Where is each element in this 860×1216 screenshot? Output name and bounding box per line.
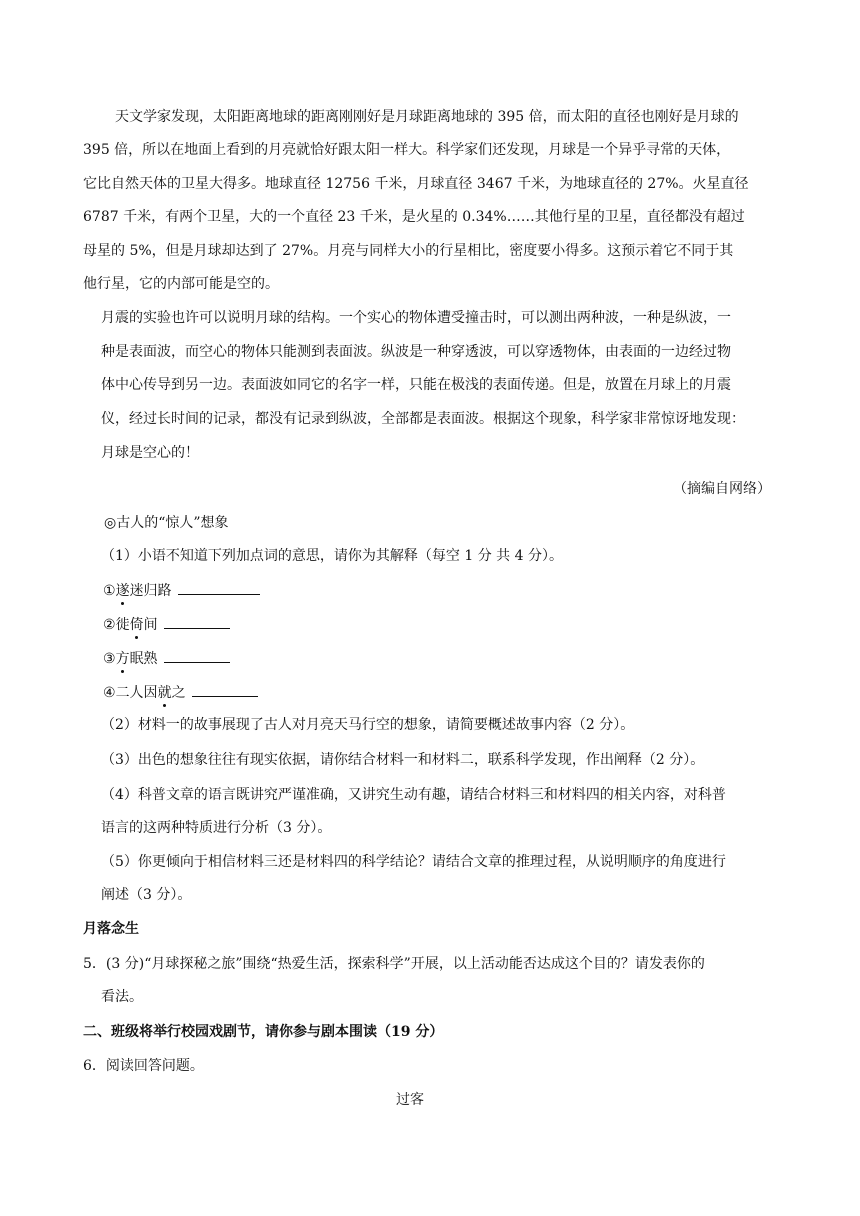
q1-item-2-rest: 间 xyxy=(143,617,158,633)
question-5-line-2: 看法。 xyxy=(101,989,143,1005)
q1-item-4-pre: 二人因 xyxy=(115,685,158,701)
q1-item-1-dotted-char: 遂 xyxy=(115,583,130,599)
q1-item-1-rest: 迷归路 xyxy=(129,583,172,599)
q1-item-3-dotted-char: 方 xyxy=(115,651,130,667)
passage-p1-line-5: 母星的 5%，但是月球却达到了 27%。月亮与同样大小的行星相比，密度要小得多。这预示着它不同于其 xyxy=(83,243,734,259)
passage-p2-line-2: 种是表面波，而空心的物体只能测到表面波。纵波是一种穿透波，可以穿透物体，由表面的一边经过物 xyxy=(101,344,731,360)
question-2: （2）材料一的故事展现了古人对月亮天马行空的想象，请简要概述故事内容（2 分）。 xyxy=(101,717,635,733)
passage-p2-line-4: 仪，经过长时间的记录，都没有记录到纵波，全部都是表面波。根据这个现象，科学家非常惊讶地发现： xyxy=(101,411,745,427)
passage-p1-line-4: 6787 千米，有两个卫星，大的一个直径 23 千米，是火星的 0.34%……其他行星的卫星，直径都没有超过 xyxy=(83,209,745,225)
q1-item-1-number: ① xyxy=(103,583,116,599)
q1-item-2-answer-blank[interactable] xyxy=(164,614,230,629)
question-1-prompt: （1）小语不知道下列加点词的意思，请你为其解释（每空 1 分 共 4 分）。 xyxy=(101,548,563,564)
passage-p2-line-5: 月球是空心的！ xyxy=(101,445,199,461)
question-4-line-1: （4）科普文章的语言既讲究严谨准确，又讲究生动有趣，请结合材料三和材料四的相关内容，对科普 xyxy=(101,787,726,803)
q1-item-2-pre: 徙 xyxy=(115,617,130,633)
question-3: （3）出色的想象往往有现实依据，请你结合材料一和材料二，联系科学发现，作出阐释（2 分）。 xyxy=(101,752,705,768)
q1-item-3-number: ③ xyxy=(103,651,116,667)
q1-item-3 xyxy=(103,648,230,666)
q1-item-4-number: ④ xyxy=(103,685,116,701)
passage-p2-line-1: 月震的实验也许可以说明月球的结构。一个实心的物体遭受撞击时，可以测出两种波，一种是纵波，一 xyxy=(101,310,731,326)
passage-p2-line-3: 体中心传导到另一边。表面波如同它的名字一样，只能在极浅的表面传递。但是，放置在月球上的月震 xyxy=(101,377,731,393)
q1-item-2-dotted-char: 倚 xyxy=(129,617,144,633)
part-2-heading: 二、班级将举行校园戏剧节，请你参与剧本围读（19 分） xyxy=(83,1024,444,1040)
question-sub5-line-1: （5）你更倾向于相信材料三还是材料四的科学结论？请结合文章的推理过程，从说明顺序的角度进行 xyxy=(101,854,726,870)
play-title: 过客 xyxy=(396,1092,424,1108)
passage-p1-line-6: 他行星，它的内部可能是空的。 xyxy=(83,276,279,292)
q1-item-1 xyxy=(103,580,260,598)
q1-item-2 xyxy=(103,614,230,632)
passage-p1-line-3: 它比自然天体的卫星大得多。地球直径 12756 千米，月球直径 3467 千米，为地球直径的 27%。火星直径 xyxy=(83,176,749,192)
question-6: 6．阅读回答问题。 xyxy=(83,1058,204,1074)
q1-item-2-number: ② xyxy=(103,617,116,633)
q1-item-3-answer-blank[interactable] xyxy=(164,648,230,663)
q1-item-4-rest: 之 xyxy=(171,685,186,701)
source-attribution: （摘编自网络） xyxy=(673,481,771,497)
section-title: ◎古人的“惊人”想象 xyxy=(104,515,229,531)
q1-item-4-answer-blank[interactable] xyxy=(192,682,258,697)
q1-item-4 xyxy=(103,682,258,700)
question-5-line-1: 5．(3 分)“月球探秘之旅”围绕“热爱生活，探索科学”开展，以上活动能否达成这个目的？请发表你的 xyxy=(83,956,705,972)
q1-item-1-answer-blank[interactable] xyxy=(178,580,260,595)
passage-p1-line-2: 395 倍，所以在地面上看到的月亮就恰好跟太阳一样大。科学家们还发现，月球是一个异乎寻常的天体， xyxy=(83,142,731,158)
q1-item-4-dotted-char: 就 xyxy=(157,685,172,701)
question-sub5-line-2: 阐述（3 分）。 xyxy=(101,887,192,903)
question-4-line-2: 语言的这两种特质进行分析（3 分）。 xyxy=(101,820,332,836)
heading-moon: 月落念生 xyxy=(83,921,139,937)
passage-p1-line-1: 天文学家发现，太阳距离地球的距离刚刚好是月球距离地球的 395 倍，而太阳的直径也刚好是月球的 xyxy=(115,109,739,125)
q1-item-3-rest: 眠熟 xyxy=(129,651,158,667)
